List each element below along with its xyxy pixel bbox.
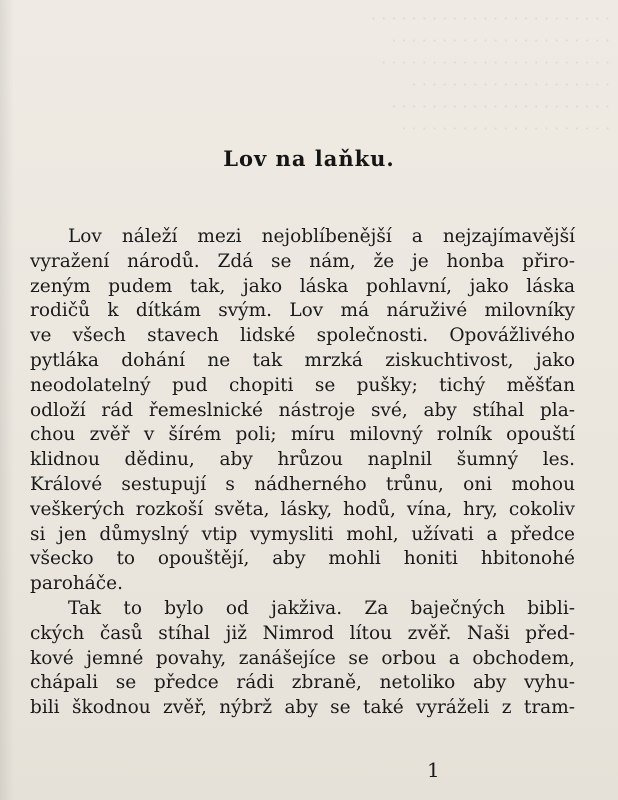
text-line: veškerých rozkoší světa, lásky, hodů, vína, hry, cokoliv [30,498,575,520]
text-line: ckých časů stíhal již Nimrod lítou zvěř. Naši před- [30,622,575,644]
body-text [30,225,575,721]
text-line: si jen důmyslný vtip vymysliti mohl, užívati a předce [30,523,575,545]
text-line: neodolatelný pud chopiti se pušky; tichý měšťan [30,374,575,396]
text-line: vyražení národů. Zdá se nám, že je honba přiro- [30,250,575,272]
paragraph-2 [30,597,575,721]
text-line: Lov náleží mezi nejoblíbenější a nejzajímavější [68,226,575,247]
chapter-title: Lov na laňku. [223,146,395,171]
text-line: ve všech stavech lidské společnosti. Opovážlivého [30,325,575,347]
text-line: kové jemné povahy, zanášejíce se orbou a obchodem, [30,647,575,669]
text-line: všecko to opouštějí, aby mohli honiti hbitonohé [30,548,575,570]
text-line: odloží rád řemeslnické nástroje své, aby stíhal pla- [30,399,575,421]
text-line: paroháče. [30,573,123,595]
page-number: 1 [427,758,440,782]
text-line: bili škodnou zvěř, nýbrž aby se také vyráželi z tram- [30,697,575,719]
text-line: klidnou dědinu, aby hrůzou naplnil šumný les. [30,449,575,471]
paragraph-1 [30,225,575,597]
text-line: rodičů k dítkám svým. Lov má náruživé milovníky [30,300,575,322]
text-line: chápali se předce rádi zbraně, netoliko aby vyhu- [30,672,575,694]
text-line: chou zvěř v šírém poli; míru milovný rolník opouští [30,424,575,446]
text-line: Králové sestupují s nádherného trůnu, oni mohou [30,473,575,495]
bleed-through-texture: · · · · · · · · · · · · · · · · · · · · · · · · · · · · · · · · · · · · · · · · · · · · · · · · · · · · · · · · · · · · · · · · · · · · · · · · · · · · · · · · · · · · · · · · · · · · · · · · · · · · · · · · · · · · · · · · · · · · · · · · · · · · · · · · · · · · [370,9,610,138]
page-gutter-shadow [0,0,14,800]
text-line: Tak to bylo od jakživa. Za baječných bibli- [68,597,575,619]
text-line: pytláka dohání ne tak mrzká ziskuchtivost, jako [30,349,575,371]
text-line: zeným pudem tak, jako láska pohlavní, jako láska [30,275,575,297]
